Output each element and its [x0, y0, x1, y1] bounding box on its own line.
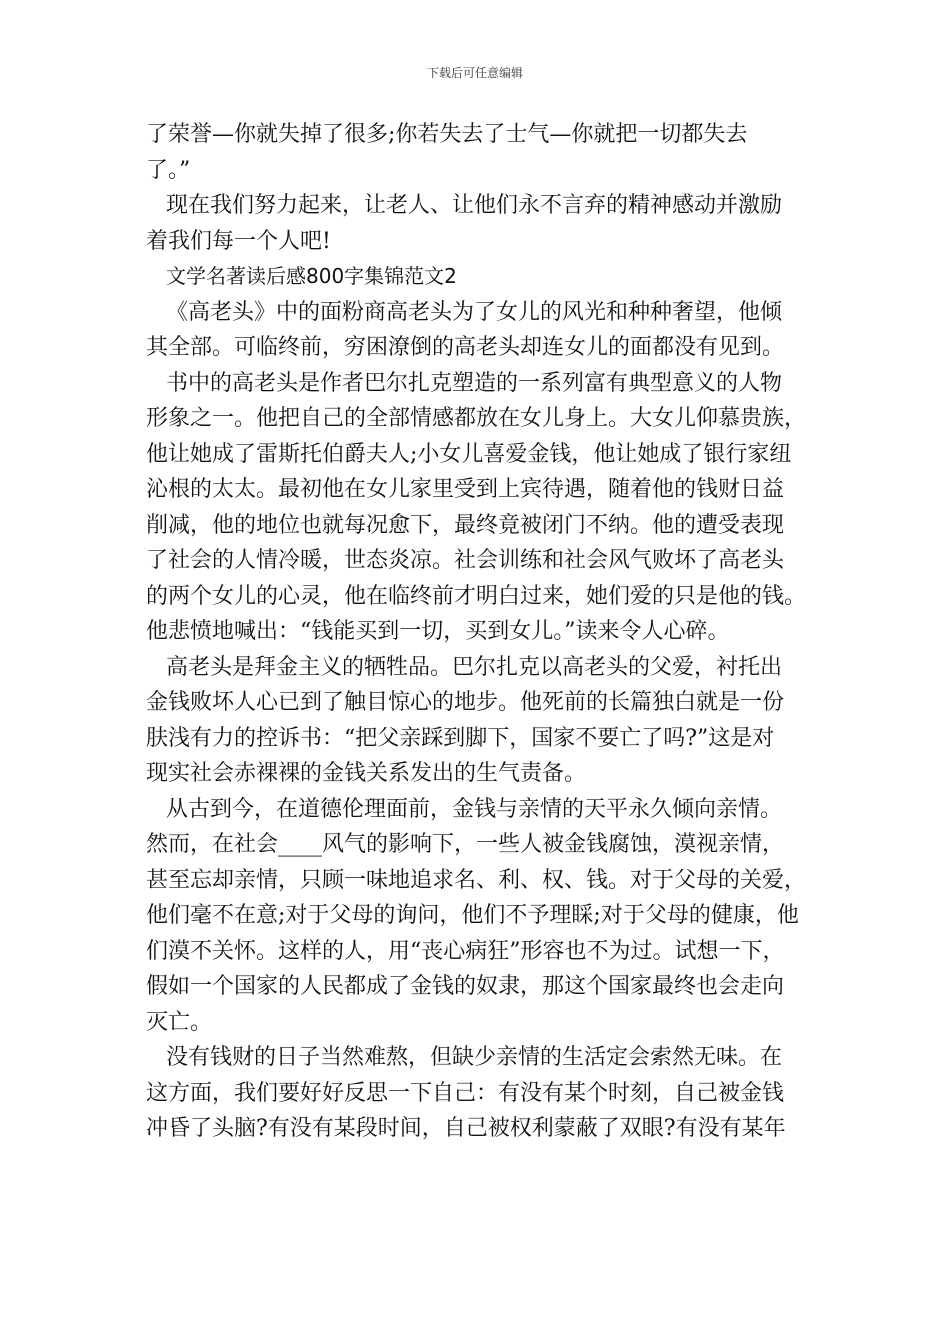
text-line: 这方面，我们要好好反思一下自己：有没有某个时刻，自己被金钱 [146, 1080, 785, 1106]
text-line: 了荣誉—你就失掉了很多;你若失去了士气—你就把一切都失去 [146, 122, 748, 147]
text-line: 没有钱财的日子当然难熬，但缺少亲情的生活定会索然无味。在 [166, 1045, 783, 1070]
text-line: 假如一个国家的人民都成了金钱的奴隶，那这个国家最终也会走向 [146, 974, 785, 999]
text-line: 了。” [146, 157, 191, 183]
page-header: 下载后可任意编辑 [426, 66, 523, 80]
text-line: 高老头是拜金主义的牺牲品。巴尔扎克以高老头的父爱，衬托出 [166, 654, 783, 680]
text-line: 从古到今，在道德伦理面前，金钱与亲情的天平永久倾向亲情。 [166, 796, 783, 822]
document-body [146, 117, 836, 1147]
text-line: 肤浅有力的控诉书：“把父亲踩到脚下，国家不要亡了吗?”这是对 [146, 725, 775, 751]
text-line: 形象之一。他把自己的全部情感都放在女儿身上。大女儿仰慕贵族， [146, 406, 807, 431]
text-line: 的两个女儿的心灵，他在临终前才明白过来，她们爱的只是他的钱。 [146, 583, 807, 609]
text-line: 沁根的太太。最初他在女儿家里受到上宾待遇，随着他的钱财日益 [146, 477, 785, 502]
text-line: 现在我们努力起来，让老人、让他们永不言弃的精神感动并激励 [166, 193, 783, 218]
text-line: 们漠不关怀。这样的人，用“丧心病狂”形容也不为过。试想一下， [146, 938, 785, 964]
text-line: 现实社会赤裸裸的金钱关系发出的生气责备。 [146, 761, 587, 786]
text-line: 灭亡。 [146, 1009, 213, 1035]
text-line: 着我们每一个人吧! [146, 228, 331, 254]
text-line: 书中的高老头是作者巴尔扎克塑造的一系列富有典型意义的人物 [166, 370, 783, 396]
text-line: 他们毫不在意;对于父母的询问，他们不予理睬;对于父母的健康，他 [146, 903, 799, 928]
section-title: 文学名著读后感800字集锦范文2 [166, 264, 457, 288]
text-line: 甚至忘却亲情，只顾一味地追求名、利、权、钱。对于父母的关爱， [146, 867, 807, 893]
text-line: 他悲愤地喊出：“钱能买到一切，买到女儿。”读来令人心碎。 [146, 619, 730, 644]
text-line: 冲昏了头脑?有没有某段时间，自己被权利蒙蔽了双眼?有没有某年 [146, 1116, 786, 1141]
text-line: 其全部。可临终前，穷困潦倒的高老头却连女儿的面都没有见到。 [146, 335, 785, 360]
text-line: 然而，在社会____风气的影响下，一些人被金钱腐蚀，漠视亲情， [146, 832, 785, 857]
text-line: 了社会的人情冷暖，世态炎凉。社会训练和社会风气败坏了高老头 [146, 548, 785, 573]
text-line: 《高老头》中的面粉商高老头为了女儿的风光和种种奢望，他倾 [166, 299, 783, 325]
text-line: 削减，他的地位也就每况愈下，最终竟被闭门不纳。他的遭受表现 [146, 512, 785, 538]
text-line: 他让她成了雷斯托伯爵夫人;小女儿喜爱金钱，他让她成了银行家纽 [146, 441, 792, 467]
text-line: 金钱败坏人心已到了触目惊心的地步。他死前的长篇独白就是一份 [146, 690, 785, 715]
